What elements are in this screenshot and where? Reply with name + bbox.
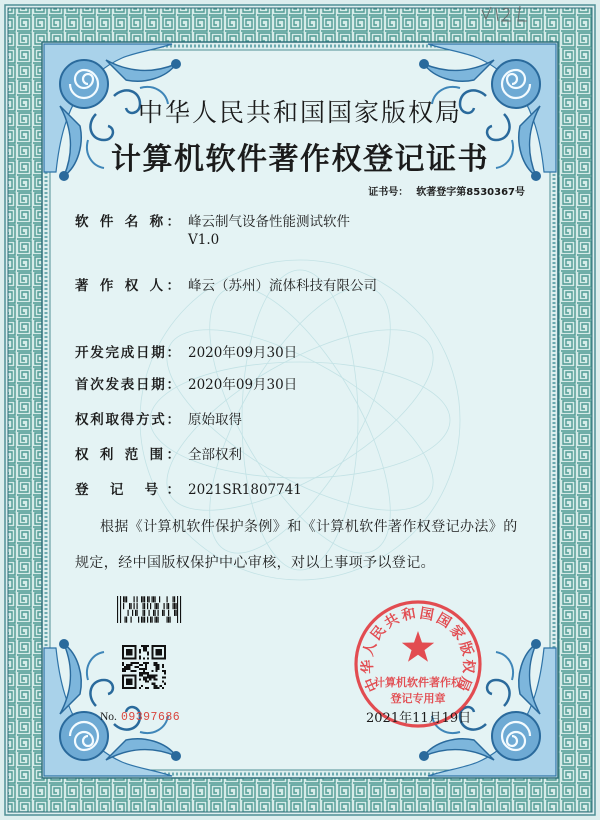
field-registration-number-value: 2021SR1807741 <box>188 482 302 498</box>
star-icon <box>402 631 434 662</box>
qr-module <box>149 674 151 676</box>
barcode-module <box>164 610 165 616</box>
qr-module <box>141 672 143 674</box>
barcode-module <box>168 617 169 623</box>
qr-module <box>151 674 153 676</box>
qr-module <box>151 683 153 685</box>
barcode-module <box>143 617 144 623</box>
handwritten-mark <box>476 2 532 26</box>
qr-module <box>164 676 166 678</box>
qr-module <box>151 676 153 678</box>
seal-line-2: 登记专用章 <box>390 692 446 705</box>
qr-module <box>139 668 141 670</box>
certificate-number <box>368 186 525 200</box>
qr-module <box>162 687 164 689</box>
field-development-date-label: 开发完成日期： <box>75 345 180 361</box>
serial-number <box>100 709 180 726</box>
qr-module <box>145 687 147 689</box>
field-rights-scope-value: 全部权利 <box>188 447 242 463</box>
qr-module <box>122 670 124 672</box>
qr-module <box>145 664 147 666</box>
qr-module <box>143 679 145 681</box>
qr-module <box>156 687 158 689</box>
qr-module <box>145 672 147 674</box>
qr-module <box>153 685 155 687</box>
barcode-module <box>153 610 154 616</box>
barcode-module <box>138 617 139 623</box>
barcode-bar <box>117 596 118 623</box>
qr-module <box>156 685 158 687</box>
qr-module <box>145 668 147 670</box>
barcode-module <box>167 617 168 623</box>
barcode-module <box>149 610 150 616</box>
qr-module <box>132 670 134 672</box>
qr-module <box>162 666 164 668</box>
qr-module <box>135 662 137 664</box>
barcode-module <box>174 596 175 602</box>
qr-module <box>143 670 145 672</box>
seal-arc-text: 中华人民共和国国家版权局 <box>359 605 477 694</box>
barcode-module <box>176 603 177 609</box>
qr-module <box>141 685 143 687</box>
qr-module <box>128 664 130 666</box>
qr-module <box>162 681 164 683</box>
qr-module <box>147 645 149 647</box>
qr-finder-center <box>156 649 162 655</box>
qr-module <box>147 653 149 655</box>
qr-module <box>139 674 141 676</box>
barcode-module <box>134 596 135 602</box>
qr-module <box>147 651 149 653</box>
field-rights-acquisition-method-value: 原始取得 <box>188 412 242 428</box>
field-first-publication-date-label: 首次发表日期： <box>75 377 180 393</box>
field-software-name-value: 峰云制气设备性能测试软件 <box>188 214 350 230</box>
barcode-module <box>147 617 148 623</box>
qr-module <box>162 664 164 666</box>
qr-module <box>153 674 155 676</box>
field-software-version-value: V1.0 <box>188 232 220 248</box>
qr-module <box>164 683 166 685</box>
qr-module <box>153 676 155 678</box>
qr-module <box>162 670 164 672</box>
qr-module <box>158 668 160 670</box>
statement-line-2: 规定，经中国版权保护中心审核，对以上事项予以登记。 <box>75 555 435 571</box>
barcode-module <box>150 617 151 623</box>
barcode-module <box>131 617 132 623</box>
field-development-date-value: 2020年09月30日 <box>188 345 298 361</box>
barcode-module <box>123 596 124 602</box>
field-copyright-owner-label: 著 作 权 人： <box>75 278 180 294</box>
barcode-module <box>144 617 145 623</box>
qr-module <box>135 666 137 668</box>
qr-module <box>141 674 143 676</box>
qr-module <box>122 668 124 670</box>
qr-module <box>164 672 166 674</box>
serial-number-value: 09397686 <box>120 711 181 724</box>
qr-finder-center <box>126 679 132 685</box>
certificate-number-label: 证书号： <box>368 187 409 198</box>
barcode-module <box>123 603 124 609</box>
barcode-module <box>152 596 153 602</box>
qr-module <box>143 645 145 647</box>
qr-module <box>139 679 141 681</box>
qr-module <box>145 681 147 683</box>
field-first-publication-date-value: 2020年09月30日 <box>188 377 298 393</box>
barcode-module <box>144 610 145 616</box>
qr-module <box>126 668 128 670</box>
barcode-module <box>155 603 156 609</box>
field-registration-number <box>75 481 545 499</box>
qr-module <box>139 649 141 651</box>
barcode-module <box>159 596 160 602</box>
issue-date: 2021年11月19日 <box>366 711 472 726</box>
qr-module <box>130 670 132 672</box>
field-rights-acquisition-method <box>75 411 545 429</box>
field-development-date <box>75 344 545 362</box>
qr-module <box>145 676 147 678</box>
qr-module <box>156 668 158 670</box>
qr-module <box>128 668 130 670</box>
barcode-module <box>143 610 144 616</box>
qr-module <box>147 681 149 683</box>
barcode-module <box>147 603 148 609</box>
field-first-publication-date <box>75 376 545 394</box>
qr-module <box>156 666 158 668</box>
qr-module <box>147 658 149 660</box>
qr-module <box>153 683 155 685</box>
barcode-module <box>125 617 126 623</box>
qr-module <box>126 666 128 668</box>
certificate-number-value: 软著登字第8530367号 <box>416 187 525 198</box>
barcode-module <box>170 617 171 623</box>
barcode-module <box>167 603 168 609</box>
qr-module <box>124 666 126 668</box>
qr-module <box>130 662 132 664</box>
field-software-name-label: 软 件 名 称： <box>75 214 180 230</box>
barcode-bar <box>177 596 178 623</box>
barcode-module <box>141 617 142 623</box>
barcode-module <box>143 596 144 602</box>
barcode-module <box>174 603 175 609</box>
barcode-bar <box>180 596 181 623</box>
barcode <box>117 596 183 623</box>
qr-module <box>132 662 134 664</box>
barcode-module <box>147 596 148 602</box>
barcode-module <box>158 603 159 609</box>
barcode-module <box>126 596 127 602</box>
barcode-bar <box>120 596 121 623</box>
qr-module <box>139 651 141 653</box>
qr-module <box>143 658 145 660</box>
qr-module <box>149 679 151 681</box>
qr-module <box>141 664 143 666</box>
barcode-module <box>155 596 156 602</box>
barcode-module <box>131 603 132 609</box>
qr-module <box>156 664 158 666</box>
qr-module <box>143 662 145 664</box>
barcode-module <box>129 603 130 609</box>
qr-module <box>139 687 141 689</box>
barcode-module <box>176 610 177 616</box>
qr-module <box>158 664 160 666</box>
barcode-module <box>168 603 169 609</box>
qr-module <box>143 647 145 649</box>
qr-module <box>147 687 149 689</box>
field-rights-acquisition-method-label: 权利取得方式： <box>75 412 180 428</box>
qr-module <box>122 664 124 666</box>
qr-module <box>147 676 149 678</box>
qr-module <box>143 668 145 670</box>
qr-module <box>145 647 147 649</box>
qr-module <box>139 658 141 660</box>
barcode-module <box>155 617 156 623</box>
barcode-module <box>143 603 144 609</box>
field-copyright-owner <box>75 277 545 295</box>
qr-module <box>141 668 143 670</box>
qr-module <box>122 662 124 664</box>
serial-number-prefix: No. <box>100 711 117 723</box>
barcode-module <box>162 610 163 616</box>
qr-module <box>153 662 155 664</box>
barcode-module <box>125 596 126 602</box>
qr-module <box>147 674 149 676</box>
qr-module <box>153 687 155 689</box>
barcode-module <box>137 603 138 609</box>
qr-module <box>158 687 160 689</box>
field-rights-scope-label: 权 利 范 围： <box>75 447 180 463</box>
qr-module <box>124 670 126 672</box>
barcode-module <box>158 610 159 616</box>
barcode-module <box>164 603 165 609</box>
qr-module <box>141 645 143 647</box>
barcode-module <box>153 596 154 602</box>
qr-module <box>153 679 155 681</box>
barcode-module <box>156 617 157 623</box>
authority-title: 中华人民共和国国家版权局 <box>137 98 462 127</box>
qr-module <box>156 662 158 664</box>
barcode-module <box>132 610 133 616</box>
qr-module <box>149 676 151 678</box>
certificate-title: 计算机软件著作权登记证书 <box>111 142 489 177</box>
qr-module <box>160 685 162 687</box>
qr-module <box>147 672 149 674</box>
barcode-module <box>173 596 174 602</box>
barcode-module <box>167 596 168 602</box>
qr-module <box>156 670 158 672</box>
barcode-module <box>141 596 142 602</box>
qr-module <box>128 666 130 668</box>
barcode-module <box>137 610 138 616</box>
qr-code <box>122 645 166 689</box>
field-copyright-owner-value: 峰云（苏州）流体科技有限公司 <box>188 278 377 294</box>
qr-module <box>143 672 145 674</box>
qr-module <box>151 670 153 672</box>
barcode-module <box>126 617 127 623</box>
barcode-module <box>149 596 150 602</box>
barcode-module <box>174 610 175 616</box>
qr-module <box>124 668 126 670</box>
field-rights-scope <box>75 446 545 464</box>
qr-module <box>145 666 147 668</box>
qr-module <box>126 664 128 666</box>
qr-module <box>156 679 158 681</box>
qr-module <box>143 676 145 678</box>
barcode-module <box>144 603 145 609</box>
qr-module <box>145 645 147 647</box>
barcode-module <box>135 610 136 616</box>
qr-module <box>145 679 147 681</box>
qr-module <box>158 666 160 668</box>
barcode-module <box>156 603 157 609</box>
barcode-module <box>144 596 145 602</box>
statement-line-1: 根据《计算机软件保护条例》和《计算机软件著作权登记办法》的 <box>100 519 518 535</box>
qr-module <box>147 662 149 664</box>
seal-line-1: 计算机软件著作权 <box>374 676 462 689</box>
qr-module <box>145 662 147 664</box>
qr-module <box>162 676 164 678</box>
qr-module <box>143 649 145 651</box>
barcode-module <box>173 603 174 609</box>
qr-module <box>156 674 158 676</box>
barcode-module <box>155 610 156 616</box>
qr-module <box>164 670 166 672</box>
qr-finder-center <box>126 649 132 655</box>
barcode-module <box>158 617 159 623</box>
qr-module <box>137 666 139 668</box>
barcode-module <box>137 596 138 602</box>
qr-module <box>135 670 137 672</box>
qr-module <box>139 664 141 666</box>
qr-module <box>145 649 147 651</box>
field-software-name <box>75 213 545 231</box>
qr-module <box>130 664 132 666</box>
qr-module <box>139 655 141 657</box>
barcode-module <box>168 610 169 616</box>
barcode-module <box>128 610 129 616</box>
barcode-module <box>150 603 151 609</box>
qr-module <box>137 662 139 664</box>
field-registration-number-label: 登 记 号： <box>75 482 180 498</box>
barcode-module <box>134 603 135 609</box>
qr-module <box>139 672 141 674</box>
qr-module <box>153 664 155 666</box>
barcode-module <box>152 617 153 623</box>
